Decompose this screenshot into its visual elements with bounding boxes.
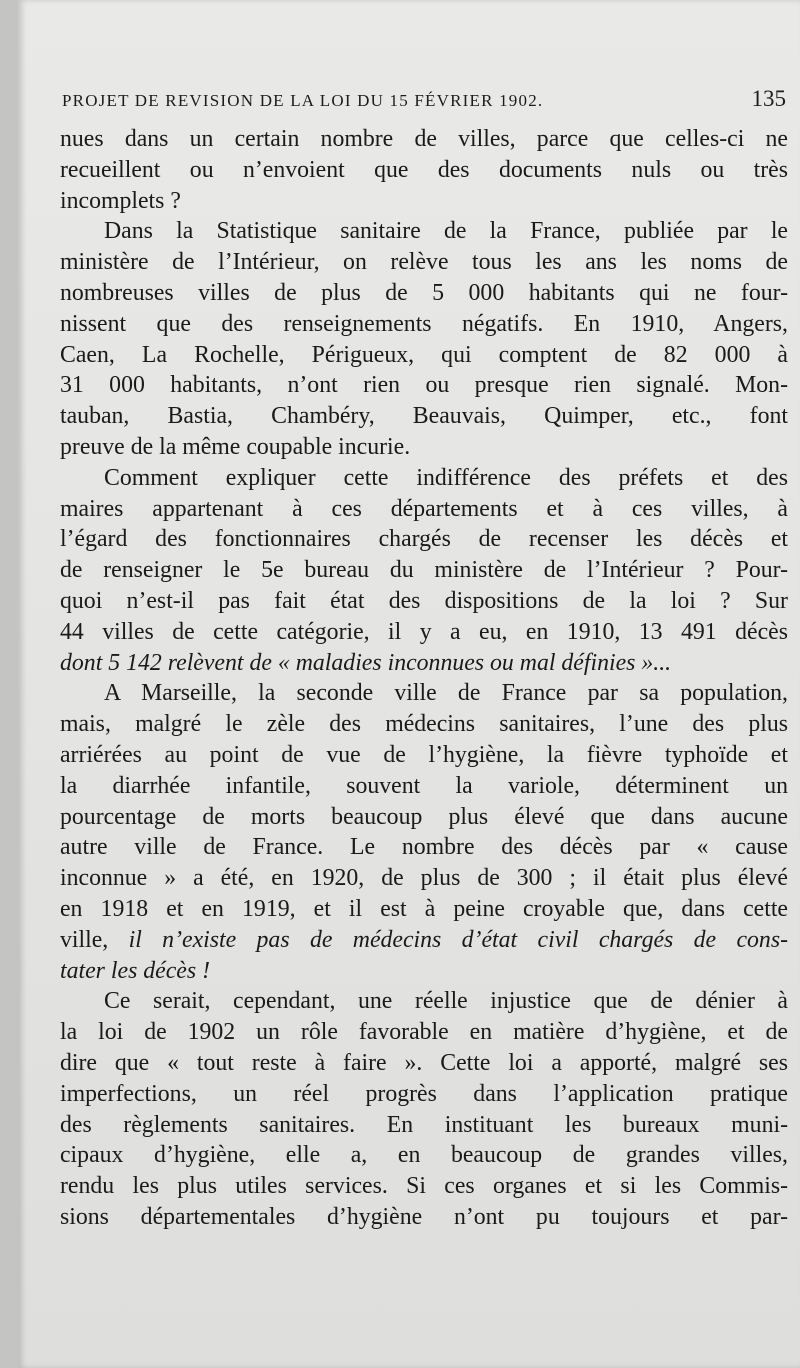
text-line: nues dans un certain nombre de villes, parce que celles-ci ne [60,126,788,152]
text-line: arriérées au point de vue de l’hygiène, la fièvre typhoïde et [60,741,788,768]
text-line: rendu les plus utiles services. Si ces organes et si les Commis- [60,1173,788,1200]
plain-text: ville, [60,926,129,953]
text-line: nissent que des renseignements négatifs. En 1910, Angers, [60,310,788,337]
paragraph [60,463,788,679]
text-line: nombreuses villes de plus de 5 000 habitants qui ne four- [60,279,788,306]
running-header [62,86,786,112]
text-line: recueillent ou n’envoient que des documents nuls ou très [60,156,788,183]
text-line: maires appartenant à ces départements et à ces villes, à [60,495,788,522]
italic-text: dont 5 142 relèvent de « maladies inconnues ou mal définies »... [60,649,672,676]
paragraph [60,986,788,1232]
text-line: cipaux d’hygiène, elle a, en beaucoup de grandes villes, [60,1142,788,1169]
text-line: imperfections, un réel progrès dans l’application pratique [60,1080,788,1107]
text-line: dire que « tout reste à faire ». Cette loi a apporté, malgré ses [60,1049,788,1076]
running-title: PROJET DE REVISION DE LA LOI DU 15 FÉVRIER 1902. [62,91,544,110]
text-line: pourcentage de morts beaucoup plus élevé que dans aucune [60,803,788,830]
text-line: l’égard des fonctionnaires chargés de recenser les décès et [60,526,788,553]
page-number: 135 [751,86,786,111]
text-line: A Marseille, la seconde ville de France par sa population, [104,680,788,707]
text-line: la loi de 1902 un rôle favorable en matière d’hygiène, et de [60,1019,788,1046]
body-text [60,124,788,1233]
text-line: 31 000 habitants, n’ont rien ou presque rien signalé. Mon- [60,372,788,399]
text-line: mais, malgré le zèle des médecins sanitaires, l’une des plus [60,711,788,738]
italic-text: il n’existe pas de médecins d’état civil chargés de cons- [128,926,788,953]
text-line: Dans la Statistique sanitaire de la France, publiée par le [104,218,788,245]
text-line: sions départementales d’hygiène n’ont pu toujours et par- [60,1203,788,1230]
text-line: tauban, Bastia, Chambéry, Beauvais, Quimper, etc., font [60,403,788,430]
text-line: autre ville de France. Le nombre des décès par « cause [60,834,788,861]
text-line [60,648,788,679]
paragraph [60,678,788,986]
paragraph [60,124,788,216]
text-line: preuve de la même coupable incurie. [60,433,411,460]
text-line [60,925,788,956]
book-page [18,0,800,1368]
paragraph [60,216,788,462]
text-line: Caen, La Rochelle, Périgueux, qui comptent de 82 000 à [60,341,788,368]
text-line: 44 villes de cette catégorie, il y a eu, en 1910, 13 491 décès [60,618,788,645]
text-line: des règlements sanitaires. En instituant les bureaux muni- [60,1111,788,1138]
text-line: Ce serait, cependant, une réelle injustice que de dénier à [104,988,788,1015]
text-line: incomplets ? [60,187,181,214]
text-line: en 1918 et en 1919, et il est à peine croyable que, dans cette [60,895,788,922]
text-line [60,956,788,987]
text-line: Comment expliquer cette indifférence des préfets et des [104,464,788,491]
text-line: ministère de l’Intérieur, on relève tous les ans les noms de [60,249,788,276]
text-line: de renseigner le 5e bureau du ministère de l’Intérieur ? Pour- [60,557,788,584]
text-line: inconnue » a été, en 1920, de plus de 300 ; il était plus élevé [60,865,788,892]
italic-text: tater les décès ! [60,957,210,984]
text-line: quoi n’est-il pas fait état des dispositions de la loi ? Sur [60,587,788,614]
text-line: la diarrhée infantile, souvent la variole, déterminent un [60,772,788,799]
